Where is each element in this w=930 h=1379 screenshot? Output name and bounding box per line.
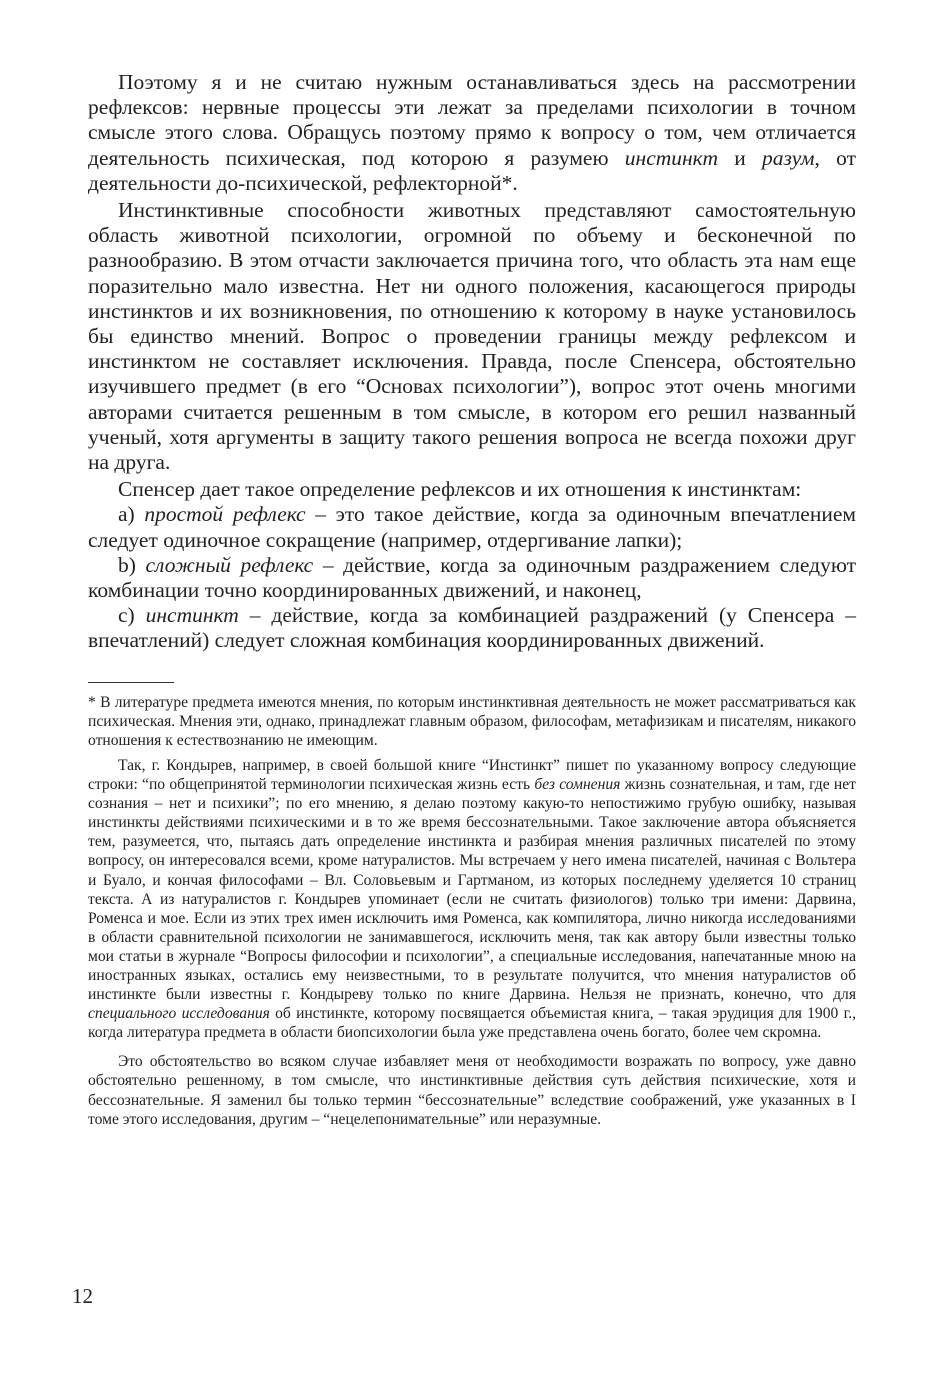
paragraph-3: Спенсер дает такое определение рефлексов и их отношения к инстинктам: [118, 477, 802, 502]
footnote-1: * В литературе предмета имеются мнения, по которым инстинктивная деятельность не может рассматриваться как психическая. Мнения эти, однако, принадлежат главным образом, философам, метафизикам и писателям, никакого отношения к естествознанию не имеющим. [88, 693, 856, 749]
footnote-3: Это обстоятельство во всяком случае избавляет меня от необходимости возражать по вопросу, уже давно обстоятельно решенному, в том смысле, что инстинктивные действия суть действия психические, хотя и бессознательные. Я заменил бы только термин “бессознательные” вследствие соображений, уже указанных в I томе этого исследования, другим – “нецелепонимательные” или неразумные. [88, 1053, 856, 1128]
document-page [88, 70, 856, 1129]
paragraph-2: Инстинктивные способности животных представляют самостоятельную область животной психологии, огромной по объему и бесконечной по разнообразию. В этом отчасти заключается причина того, что область эта нам еще поразительно мало известна. Нет ни одного положения, касающегося природы инстинктов и их возникновения, по отношению к которому в науке установилось бы единство мнений. Вопрос о проведении границы между рефлексом и инстинктом не составляет исключения. Правда, после Спенсера, обстоятельно изучившего предмет (в его “Основах психологии”), вопрос этот очень многими авторами считается решенным в том смысле, в котором его решил названный ученый, хотя аргументы в защиту такого решения вопроса не всегда похожи друг на друга. [88, 198, 856, 475]
main-text [88, 70, 856, 654]
term-reason: разум [762, 145, 815, 170]
footnotes [88, 693, 856, 1129]
definition-simple-reflex: а) простой рефлекс – это такое действие, когда за одиночным впечатлением следует одиночное сокращение (например, отдергивание лапки); [88, 502, 856, 552]
definition-complex-reflex: b) сложный рефлекс – действие, когда за одиночным раздражением следуют комбинации точно координированных движений, и наконец, [88, 552, 856, 603]
footnote-2: Так, г. Кондырев, например, в своей большой книге “Инстинкт” пишет по указанному вопросу следующие строки: “по общепринятой терминологии психическая жизнь есть без сомнения жизнь сознательная, и там, где нет сознания – нет и психики”; по его мнению, я делаю поэтому какую-то непостижимо грубую ошибку, называя инстинкты действиями психическими и в то же время бессознательными. Такое заключение автора объясняется тем, разумеется, что, пытаясь дать определение инстинкта и разбирая мнения различных писателей по этому вопросу, он интересовался всеми, кроме натуралистов. Мы встречаем у него имена писателей, начиная с Вольтера и Буало, и кончая философами – Вл. Соловьевым и Гартманом, из которых последнему уделяется 10 страниц текста. А из натуралистов г. Кондырев упоминает (если не считать физиологов) только три имени: Дарвина, Роменса и мое. Если из этих трех имен исключить имя Роменса, как компилятора, лично никогда исследованиями в области сравнительной психологии не занимавшегося, исключить меня, так как автору были известны только мои статьи в журнале “Вопросы философии и психологии”, а специальные исследования, напечатанные мною на иностранных языках, остались ему неизвестными, то в результате получится, что мнения натуралистов об инстинкте были известны г. Кондыреву только по книге Дарвина. Нельзя не признать, конечно, что для специального исследования об инстинкте, которому посвящается объемистая книга, – такая эрудиция для 1900 г., когда литература предмета в области биопсихологии была уже представлена очень богато, более чем скромна. [88, 756, 856, 1042]
paragraph-1: Поэтому я и не считаю нужным останавливаться здесь на рассмотрении рефлексов: нервные процессы эти лежат за пределами психологии в точном смысле этого слова. Обращусь поэтому прямо к вопросу о том, чем отличается деятельность психическая, под которою я разумею инстинкт и разум, от деятельности до-психической, рефлекторной*. [88, 70, 856, 195]
page-number: 12 [72, 1284, 93, 1308]
term-instinct: инстинкт [624, 145, 718, 170]
definition-instinct: с) инстинкт – действие, когда за комбинацией раздражений (у Спенсера – впечатлений) следует сложная комбинация координированных движений. [88, 603, 856, 653]
footnote-divider [88, 682, 174, 683]
